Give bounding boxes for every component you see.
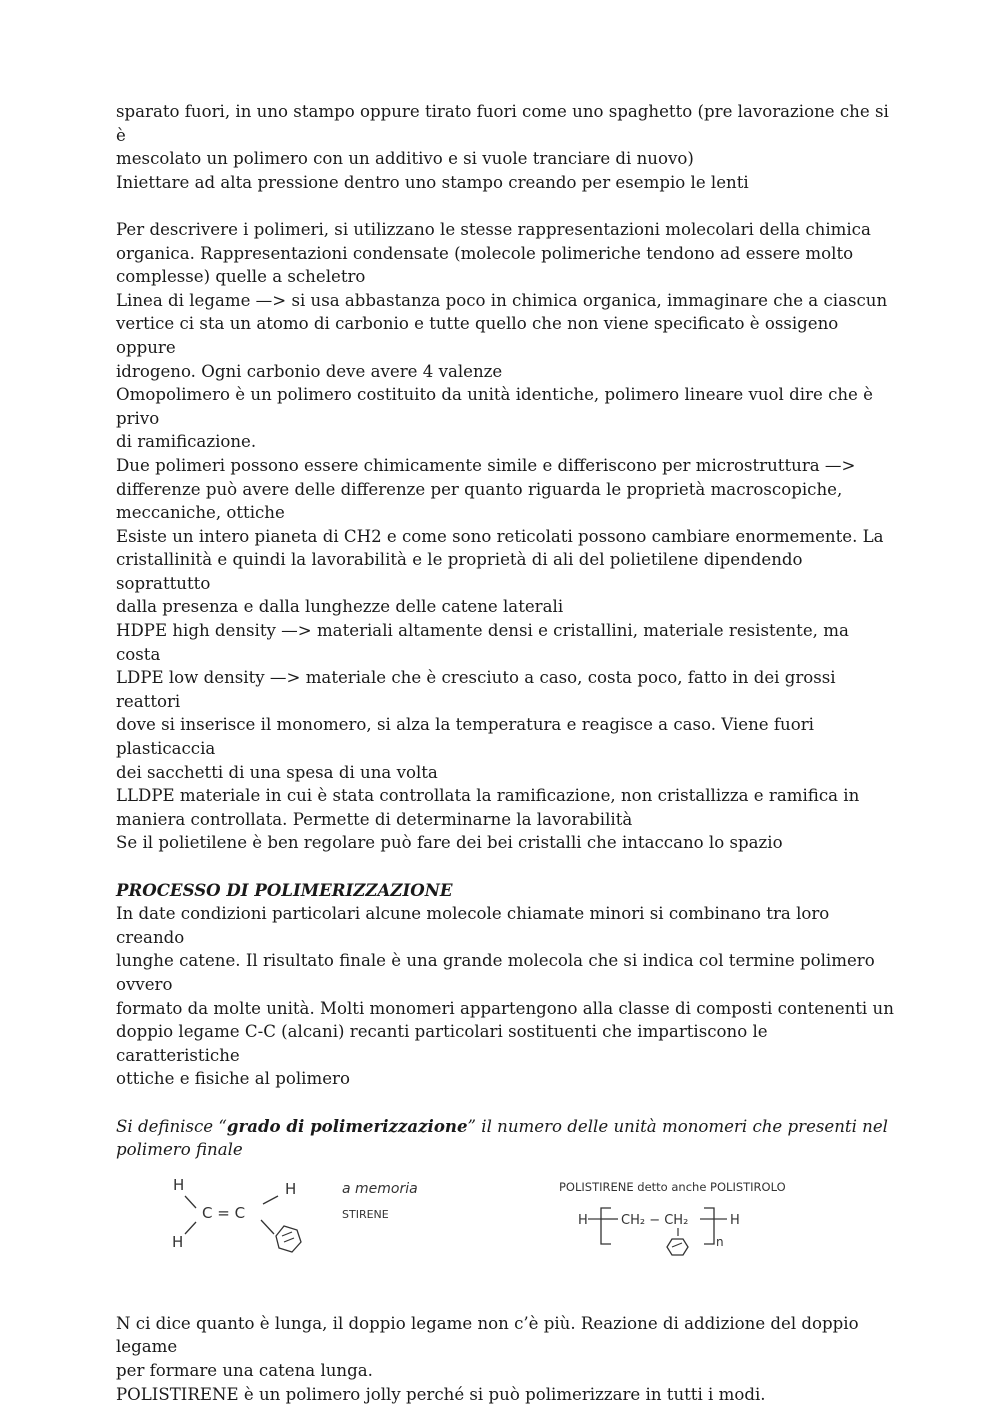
note-a-memoria: a memoria bbox=[342, 1181, 418, 1197]
polystyrene-n-subscript: n bbox=[716, 1235, 724, 1249]
text-line: differenze può avere delle differenze per quanto riguarda le proprietà macroscopiche, bbox=[116, 478, 896, 502]
polystyrene-left-h: H bbox=[578, 1213, 588, 1228]
text-line: formato da molte unità. Molti monomeri appartengono alla classe di composti contenenti un bbox=[116, 997, 896, 1021]
definition-line: polimero finale bbox=[116, 1138, 896, 1162]
benzene-ring-icon bbox=[276, 1226, 301, 1252]
text-line: Esiste un intero pianeta di CH2 e come sono reticolati possono cambiare enormemente. La bbox=[116, 525, 896, 549]
text-line: maniera controllata. Permette di determinarne la lavorabilità bbox=[116, 808, 896, 832]
text-line: ottiche e fisiche al polimero bbox=[116, 1067, 896, 1091]
text-line: sparato fuori, in uno stampo oppure tirato fuori come uno spaghetto (pre lavorazione che si è bbox=[116, 100, 896, 147]
text-line: POLISTIRENE è un polimero jolly perché si può polimerizzare in tutti i modi. bbox=[116, 1383, 896, 1406]
text-line: lunghe catene. Il risultato finale è una grande molecola che si indica col termine polimero ovvero bbox=[116, 949, 896, 996]
text-line: N ci dice quanto è lunga, il doppio legame non c’è più. Reazione di addizione del doppio legame bbox=[116, 1312, 896, 1359]
text-line: idrogeno. Ogni carbonio deve avere 4 valenze bbox=[116, 360, 896, 384]
text-line: Per descrivere i polimeri, si utilizzano le stesse rappresentazioni molecolari della chimica bbox=[116, 218, 896, 242]
polymer-description-paragraph bbox=[116, 218, 896, 855]
bond-line bbox=[185, 1222, 196, 1234]
text-line: doppio legame C-C (alcani) recanti particolari sostituenti che impartiscono le caratteristiche bbox=[116, 1020, 896, 1067]
text-line: LLDPE materiale in cui è stata controllata la ramificazione, non cristallizza e ramifica in bbox=[116, 784, 896, 808]
right-bracket bbox=[704, 1208, 714, 1244]
note-stirene: STIRENE bbox=[342, 1208, 389, 1221]
styrene-core: C = C bbox=[202, 1204, 245, 1222]
closing-paragraph bbox=[116, 1312, 896, 1406]
blank-line bbox=[116, 194, 896, 218]
benzene-ring-icon bbox=[667, 1239, 688, 1255]
definition-prefix: Si definisce “ bbox=[116, 1117, 227, 1136]
definition-suffix: ” il numero delle unità monomeri che presenti nel bbox=[468, 1117, 888, 1136]
definition-line bbox=[116, 1115, 896, 1139]
polystyrene-title: POLISTIRENE detto anche POLISTIROLO bbox=[559, 1180, 786, 1194]
text-line: per formare una catena lunga. bbox=[116, 1359, 896, 1383]
bond-line bbox=[672, 1243, 682, 1247]
text-line: mescolato un polimero con un additivo e si vuole tranciare di nuovo) bbox=[116, 147, 896, 171]
bond-line bbox=[282, 1232, 292, 1236]
blank-line bbox=[116, 1091, 896, 1115]
definition-paragraph bbox=[116, 1115, 896, 1162]
text-line: di ramificazione. bbox=[116, 430, 896, 454]
polystyrene-right-h: H bbox=[730, 1213, 740, 1228]
polystyrene-chain: CH₂ − CH₂ bbox=[621, 1213, 688, 1228]
bond-line bbox=[263, 1196, 278, 1204]
polymerization-section bbox=[116, 879, 896, 1091]
text-line: vertice ci sta un atomo di carbonio e tutte quello che non viene specificato è ossigeno oppure bbox=[116, 312, 896, 359]
handwritten-note bbox=[342, 1181, 418, 1221]
bond-line bbox=[185, 1196, 196, 1208]
text-line: In date condizioni particolari alcune molecole chiamate minori si combinano tra loro creando bbox=[116, 902, 896, 949]
styrene-h-top-left: H bbox=[173, 1176, 184, 1194]
chemistry-sketch-svg bbox=[116, 1162, 896, 1312]
left-bracket bbox=[601, 1208, 611, 1244]
text-line: dalla presenza e dalla lunghezze delle catene laterali bbox=[116, 595, 896, 619]
document-page bbox=[116, 100, 896, 1406]
section-heading: PROCESSO DI POLIMERIZZAZIONE bbox=[116, 879, 896, 903]
text-line: complesse) quelle a scheletro bbox=[116, 265, 896, 289]
text-line: organica. Rappresentazioni condensate (molecole polimeriche tendono ad essere molto bbox=[116, 242, 896, 266]
text-line: Linea di legame —> si usa abbastanza poco in chimica organica, immaginare che a ciascun bbox=[116, 289, 896, 313]
polystyrene-structure bbox=[559, 1180, 786, 1255]
text-line: Se il polietilene è ben regolare può fare dei bei cristalli che intaccano lo spazio bbox=[116, 831, 896, 855]
definition-term: grado di polimerizzazione bbox=[227, 1116, 468, 1136]
styrene-h-top-right: H bbox=[285, 1180, 296, 1198]
blank-line bbox=[116, 855, 896, 879]
text-line: dei sacchetti di una spesa di una volta bbox=[116, 761, 896, 785]
text-line: LDPE low density —> materiale che è cresciuto a caso, costa poco, fatto in dei grossi reattori bbox=[116, 666, 896, 713]
text-line: cristallinità e quindi la lavorabilità e le proprietà di ali del polietilene dipendendo soprattutto bbox=[116, 548, 896, 595]
bond-line bbox=[284, 1238, 294, 1242]
text-line: meccaniche, ottiche bbox=[116, 501, 896, 525]
text-line: HDPE high density —> materiali altamente densi e cristallini, materiale resistente, ma costa bbox=[116, 619, 896, 666]
text-line: dove si inserisce il monomero, si alza la temperatura e reagisce a caso. Viene fuori plasticaccia bbox=[116, 713, 896, 760]
styrene-h-bottom-left: H bbox=[172, 1233, 183, 1251]
text-line: Omopolimero è un polimero costituito da unità identiche, polimero lineare vuol dire che è privo bbox=[116, 383, 896, 430]
handwritten-sketch bbox=[116, 1162, 896, 1312]
bond-line bbox=[261, 1220, 274, 1234]
text-line: Iniettare ad alta pressione dentro uno stampo creando per esempio le lenti bbox=[116, 171, 896, 195]
styrene-structure bbox=[172, 1176, 301, 1252]
intro-paragraph bbox=[116, 100, 896, 194]
text-line: Due polimeri possono essere chimicamente simile e differiscono per microstruttura —> bbox=[116, 454, 896, 478]
